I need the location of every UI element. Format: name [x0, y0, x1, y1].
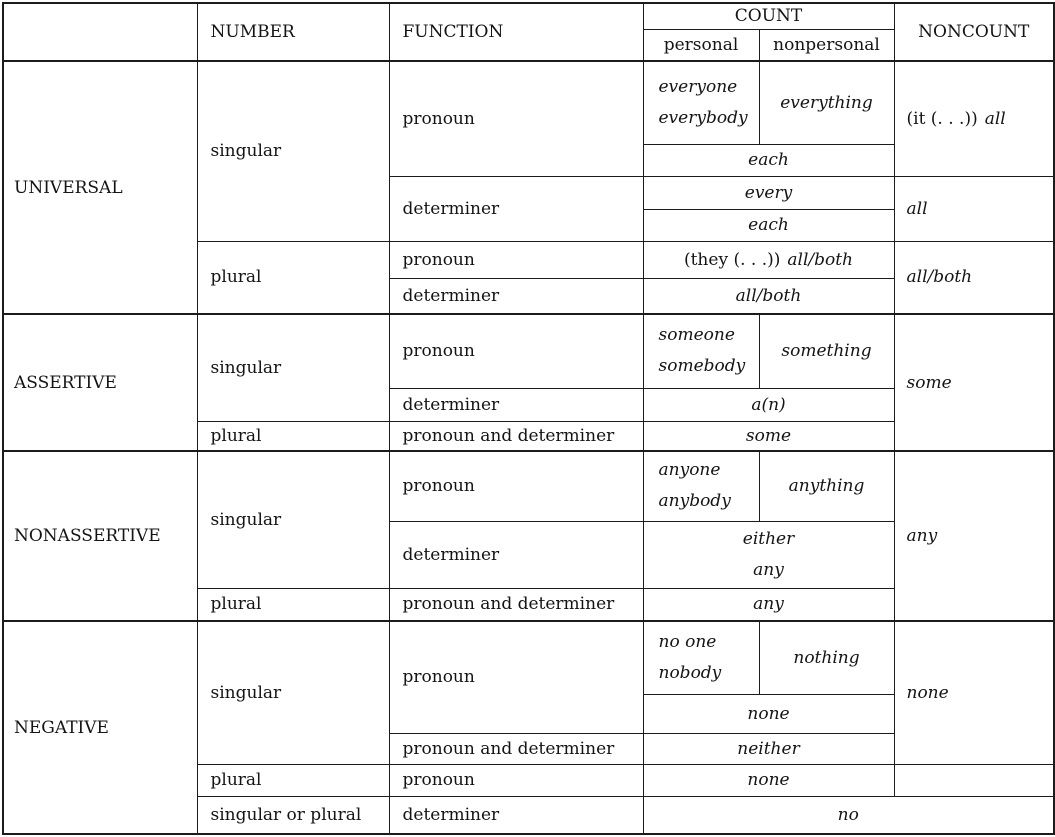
cell-negative-sg-pronoun-none: none [643, 694, 894, 733]
quantifier-table [2, 2, 1055, 835]
table-row [3, 621, 1054, 694]
cell-universal-sg-determiner-function: determiner [389, 176, 643, 241]
cell-nonassertive-pl-function: pronoun and determiner [389, 588, 643, 621]
word-it-parenthetical: (it (. . .)) [906, 108, 978, 129]
cell-assertive-plural: plural [197, 421, 389, 451]
cell-universal-pl-determiner: all/both [643, 278, 894, 314]
cell-negative-sg-prodet-neither: neither [643, 733, 894, 764]
cell-assertive-sg-pronoun-function: pronoun [389, 314, 643, 388]
cell-assertive-sg-determiner-function: determiner [389, 388, 643, 421]
cell-universal-sg-pronoun-each: each [643, 144, 894, 176]
cell-universal-plural: plural [197, 241, 389, 314]
cell-assertive-pl-both: some [643, 421, 894, 451]
cell-universal-noncount-sg-pronoun [894, 61, 1054, 176]
word-somebody: somebody [658, 356, 746, 377]
cell-nonassertive-label: NONASSERTIVE [3, 451, 197, 621]
cell-negative-label: NEGATIVE [3, 621, 197, 834]
cell-nonassertive-sg-pronoun-nonpersonal: anything [759, 451, 894, 521]
cell-assertive-singular: singular [197, 314, 389, 421]
cell-nonassertive-sg-determiner [643, 521, 894, 588]
cell-negative-pl-pronoun-none: none [643, 764, 894, 796]
table-row [3, 3, 1054, 29]
cell-universal-singular: singular [197, 61, 389, 241]
cell-assertive-sg-pronoun-personal [643, 314, 759, 388]
cell-header-personal: personal [643, 29, 759, 61]
cell-assertive-label: ASSERTIVE [3, 314, 197, 451]
cell-negative-noncount-sg: none [894, 621, 1054, 764]
word-no-one: no one [658, 631, 717, 652]
cell-negative-pl-pronoun-function: pronoun [389, 764, 643, 796]
word-all: all [984, 108, 1006, 129]
table-row [3, 61, 1054, 144]
cell-universal-pl-determiner-function: determiner [389, 278, 643, 314]
cell-nonassertive-sg-pronoun-personal [643, 451, 759, 521]
cell-universal-noncount-plural: all/both [894, 241, 1054, 314]
cell-assertive-noncount: some [894, 314, 1054, 451]
word-all-both: all/both [787, 249, 854, 270]
table-row [3, 451, 1054, 521]
cell-negative-sg-pronoun-function: pronoun [389, 621, 643, 733]
cell-negative-plural: plural [197, 764, 389, 796]
cell-nonassertive-plural: plural [197, 588, 389, 621]
cell-nonassertive-sg-determiner-function: determiner [389, 521, 643, 588]
word-they-parenthetical: (they (. . .)) [683, 249, 781, 270]
cell-negative-sg-prodet-function: pronoun and determiner [389, 733, 643, 764]
cell-universal-sg-determiner-every: every [643, 176, 894, 209]
cell-corner-blank [3, 3, 197, 61]
word-either: either [742, 528, 795, 549]
cell-header-nonpersonal: nonpersonal [759, 29, 894, 61]
cell-universal-pl-pronoun-function: pronoun [389, 241, 643, 278]
cell-header-noncount: NONCOUNT [894, 3, 1054, 61]
cell-negative-noncount-pl-empty [894, 764, 1054, 796]
table-row [3, 314, 1054, 388]
cell-assertive-sg-determiner: a(n) [643, 388, 894, 421]
cell-header-function: FUNCTION [389, 3, 643, 61]
cell-universal-pl-pronoun [643, 241, 894, 278]
word-everybody: everybody [658, 107, 748, 128]
cell-negative-no: no [643, 796, 1054, 834]
cell-universal-sg-pronoun-personal [643, 61, 759, 144]
cell-negative-sg-pronoun-nonpersonal: nothing [759, 621, 894, 694]
cell-negative-det-function: determiner [389, 796, 643, 834]
cell-nonassertive-pl-both: any [643, 588, 894, 621]
cell-universal-label: UNIVERSAL [3, 61, 197, 314]
cell-negative-sg-pronoun-personal [643, 621, 759, 694]
word-anyone: anyone [658, 460, 721, 481]
cell-nonassertive-singular: singular [197, 451, 389, 588]
word-everyone: everyone [658, 76, 738, 97]
cell-assertive-sg-pronoun-nonpersonal: something [759, 314, 894, 388]
word-anybody: anybody [658, 491, 731, 512]
word-nobody: nobody [658, 662, 722, 683]
cell-universal-sg-pronoun-function: pronoun [389, 61, 643, 176]
cell-nonassertive-sg-pronoun-function: pronoun [389, 451, 643, 521]
cell-universal-noncount-sg-determiner: all [894, 176, 1054, 241]
word-someone: someone [658, 325, 735, 346]
cell-negative-singular-or-plural: singular or plural [197, 796, 389, 834]
cell-negative-singular: singular [197, 621, 389, 764]
cell-universal-sg-determiner-each: each [643, 209, 894, 241]
cell-header-number: NUMBER [197, 3, 389, 61]
cell-nonassertive-noncount: any [894, 451, 1054, 621]
cell-assertive-pl-function: pronoun and determiner [389, 421, 643, 451]
word-any: any [753, 559, 784, 580]
cell-universal-sg-pronoun-nonpersonal: everything [759, 61, 894, 144]
cell-header-count: COUNT [643, 3, 894, 29]
